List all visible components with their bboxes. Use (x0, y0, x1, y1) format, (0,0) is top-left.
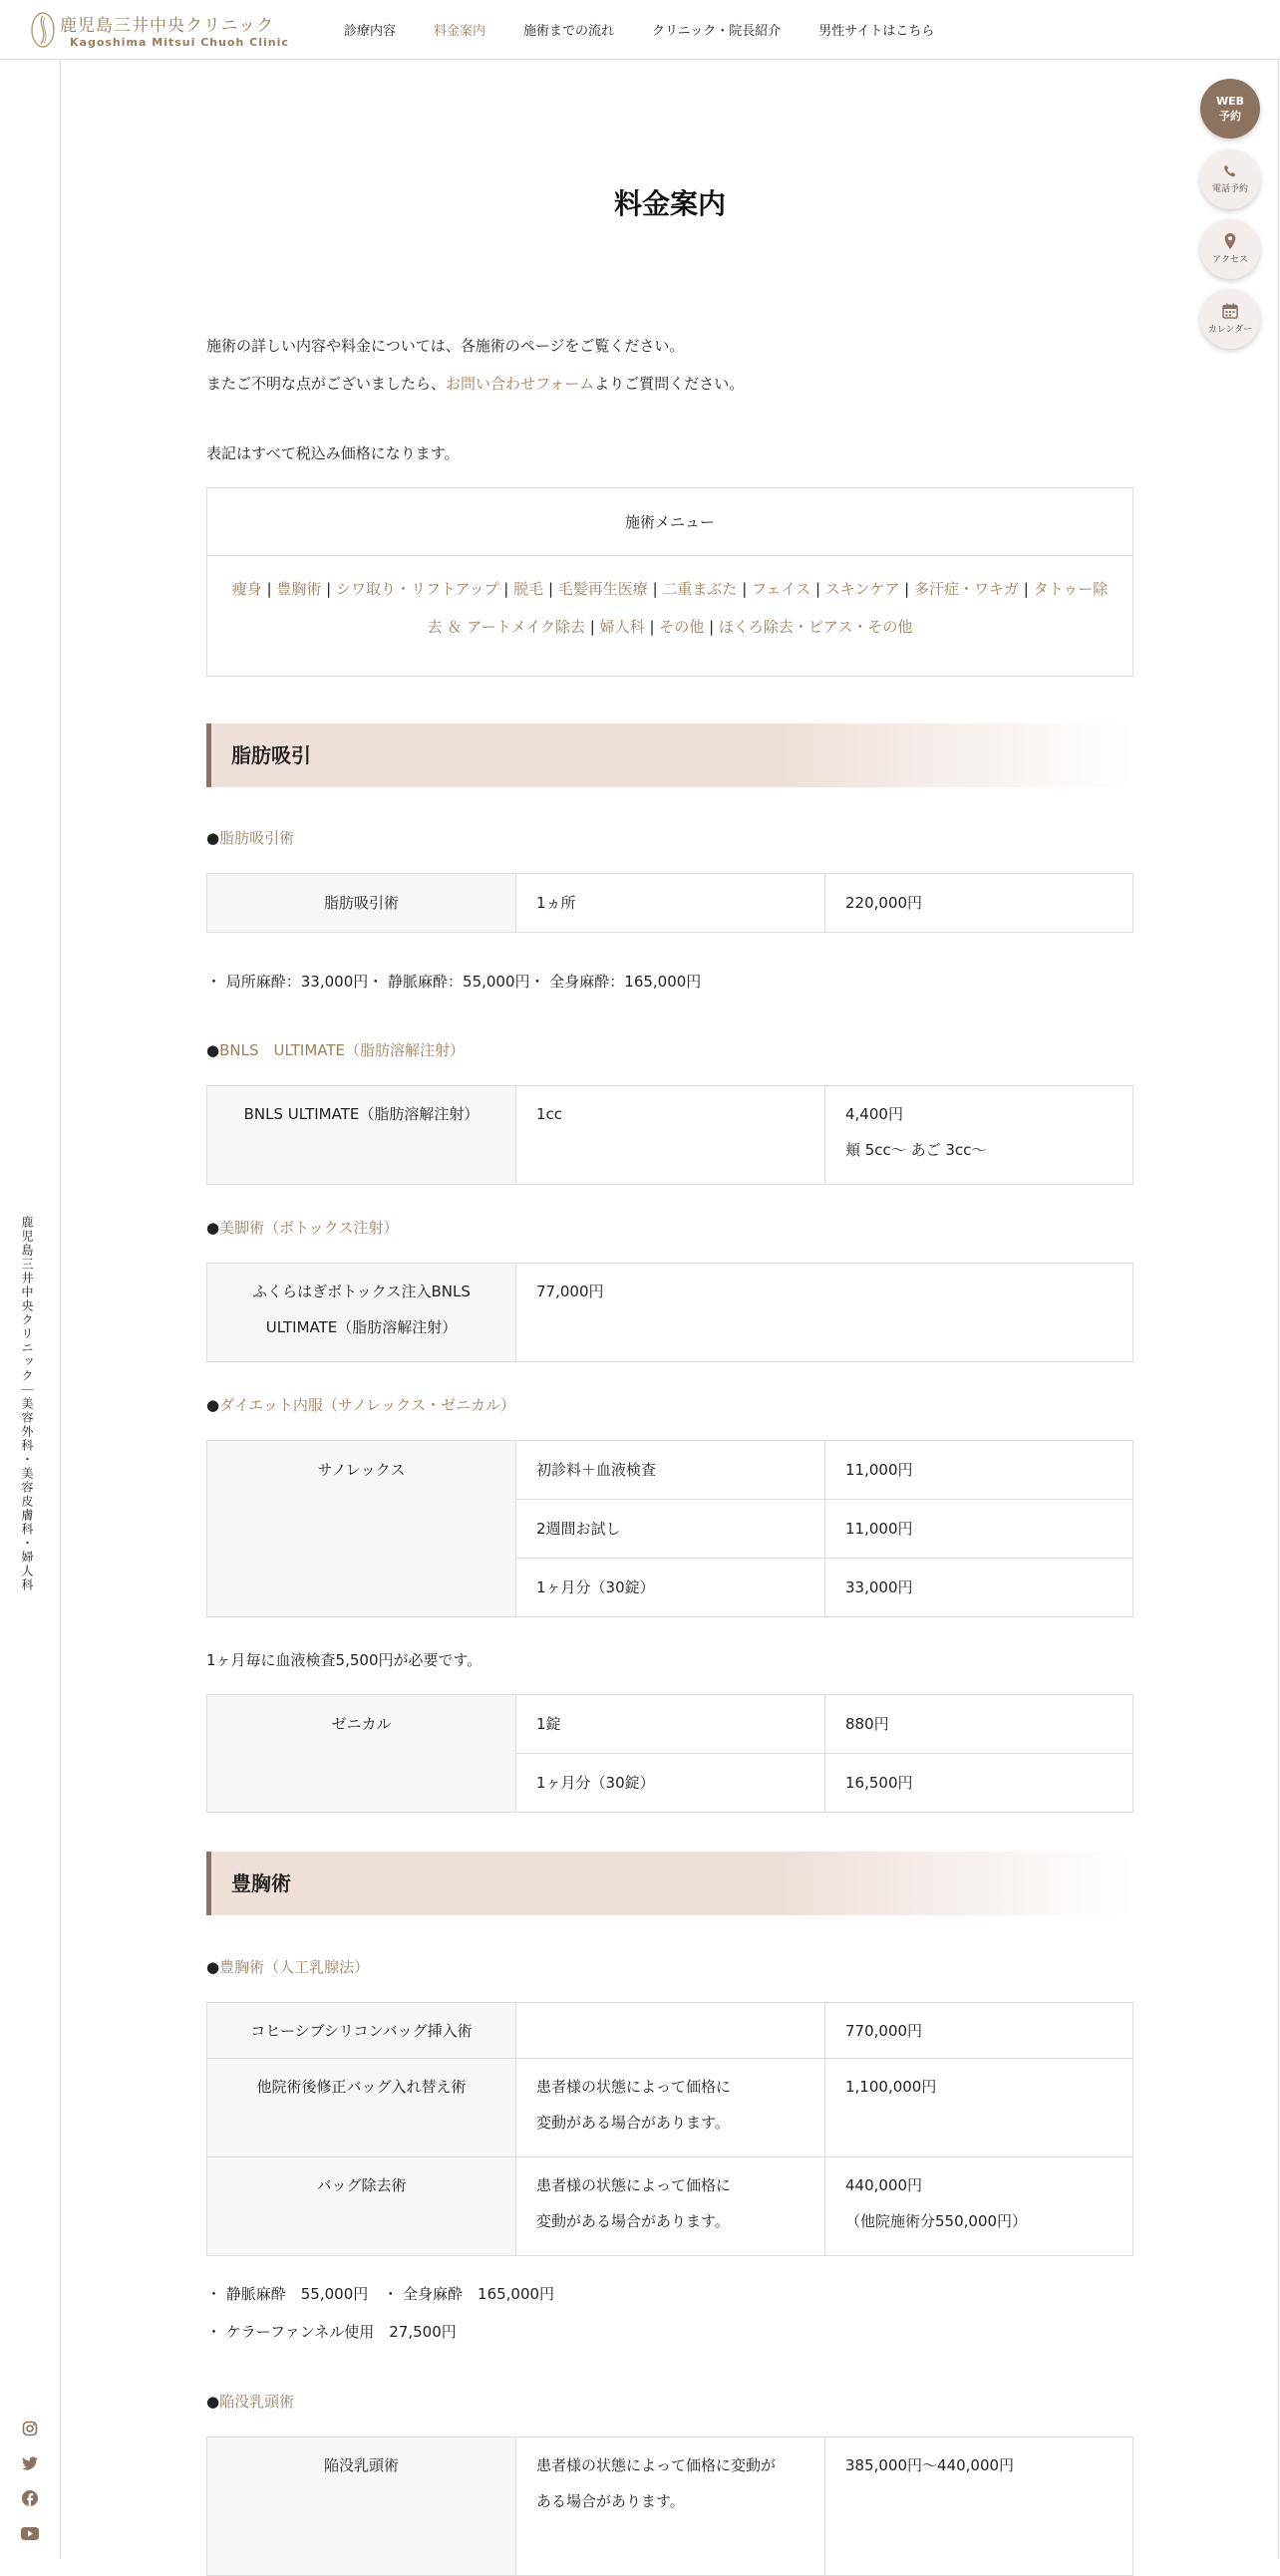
web-reservation-button[interactable] (1200, 79, 1260, 139)
instagram-icon[interactable] (20, 2419, 40, 2438)
subheading-bnls: ●BNLS ULTIMATE（脂肪溶解注射） (206, 1041, 466, 1059)
menu-link-mole-piercing[interactable]: ほくろ除去・ピアス・その他 (718, 618, 913, 636)
table-cell-name: コヒーシブシリコンバッグ挿入術 (207, 2003, 516, 2059)
subheading-breast-implant-text: 豊胸術（人工乳腺法） (219, 1958, 370, 1976)
page-title: 料金案内 (613, 187, 726, 220)
subheading-leg-botox: ●美脚術（ボトックス注射） (206, 1219, 399, 1237)
table-cell-detail: 1ヶ月分（30錠） (516, 1559, 825, 1617)
detail-line: 患者様の状態によって価格に (536, 2078, 732, 2096)
section-heading-liposuction: 脂肪吸引 (206, 723, 1133, 787)
menu-separator: | (326, 580, 332, 598)
table-row (207, 1264, 1133, 1362)
right-border (1278, 60, 1279, 2559)
breast-note-2: ・ ケラーファンネル使用 27,500円 (206, 2323, 457, 2341)
price-table-liposuction (206, 873, 1133, 933)
table-cell-name: サノレックス (207, 1441, 516, 1617)
table-cell-price: 770,000円 (825, 2003, 1133, 2059)
price-table-sanorex (206, 1440, 1133, 1617)
table-cell-detail (516, 2437, 825, 2576)
calendar-label: カレンダー (1207, 325, 1253, 335)
site-header (0, 0, 1280, 60)
nav-flow[interactable]: 施術までの流れ (523, 24, 615, 39)
table-cell-name: ゼニカル (207, 1695, 516, 1813)
table-cell-name: BNLS ULTIMATE（脂肪溶解注射） (207, 1086, 516, 1185)
menu-separator: | (814, 580, 821, 598)
menu-link-gynecology[interactable]: 婦人科 (599, 618, 645, 636)
name-line: ふくらはぎボトックス注入BNLS (252, 1283, 471, 1300)
table-cell-price: 16,500円 (825, 1754, 1133, 1813)
subheading-liposuction: ●脂肪吸引術 (206, 829, 295, 847)
subheading-bnls-text: BNLS ULTIMATE（脂肪溶解注射） (219, 1041, 466, 1059)
menu-link-tattoo-removal[interactable]: タトゥー除去 ＆ アートメイク除去 (427, 580, 1109, 636)
menu-link-hyperhidrosis[interactable]: 多汗症・ワキガ (913, 580, 1019, 598)
menu-separator: | (266, 580, 272, 598)
phone-icon (1223, 164, 1237, 178)
logo[interactable] (30, 10, 289, 50)
access-button[interactable] (1200, 219, 1260, 279)
table-cell-detail: 1ヵ所 (516, 874, 825, 933)
table-cell-detail: 初診料＋血液検査 (516, 1441, 825, 1500)
menu-separator: | (904, 580, 910, 598)
subheading-leg-botox-text: 美脚術（ボトックス注射） (219, 1219, 399, 1237)
web-reservation-label-1: WEB (1215, 95, 1245, 108)
logo-name-en: Kagoshima Mitsui Chuoh Clinic (70, 36, 289, 49)
youtube-icon[interactable] (20, 2523, 40, 2543)
table-row (207, 1695, 1133, 1754)
table-cell-name: 脂肪吸引術 (207, 874, 516, 933)
contact-form-link[interactable]: お問い合わせフォーム (446, 375, 595, 393)
table-cell-detail (516, 2157, 825, 2256)
price-line: （他院施術分550,000円） (845, 2212, 1028, 2230)
phone-reservation-label: 電話予約 (1211, 184, 1248, 194)
menu-link-other[interactable]: その他 (659, 618, 705, 636)
map-pin-icon (1223, 233, 1237, 249)
treatment-menu (206, 487, 1133, 677)
blood-test-note: 1ヶ月毎に血液検査5,500円が必要です。 (206, 1651, 482, 1669)
nav-pricing[interactable]: 料金案内 (434, 24, 486, 39)
table-cell-price: 385,000円～440,000円 (825, 2437, 1133, 2576)
anesthesia-note: ・ 局所麻酔：33,000円・ 静脈麻酔：55,000円・ 全身麻酔：165,000円 (206, 973, 702, 991)
price-table-leg-botox (206, 1263, 1133, 1362)
table-row (207, 2437, 1133, 2576)
phone-reservation-button[interactable] (1200, 149, 1260, 209)
menu-link-wrinkle-lift[interactable]: シワ取り・リフトアップ (336, 580, 499, 598)
access-label: アクセス (1212, 255, 1248, 265)
table-cell-price: 880円 (825, 1695, 1133, 1754)
calendar-icon (1222, 303, 1238, 319)
price-line: 440,000円 (845, 2176, 923, 2194)
logo-name-jp: 鹿児島三井中央クリニック (60, 16, 274, 36)
menu-separator: | (503, 580, 509, 598)
subheading-liposuction-text: 脂肪吸引術 (219, 829, 295, 847)
table-cell-price: 11,000円 (825, 1441, 1133, 1500)
table-cell-name: 陥没乳頭術 (207, 2437, 516, 2576)
price-table-breast (206, 2002, 1133, 2256)
table-cell-detail: 1ヶ月分（30錠） (516, 1754, 825, 1813)
table-cell-detail: 1cc (516, 1086, 825, 1185)
main-nav (344, 20, 972, 39)
intro-text-2-post: よりご質問ください。 (594, 375, 745, 393)
left-sidebar (0, 60, 61, 2559)
menu-separator: | (547, 580, 553, 598)
table-row (207, 1086, 1133, 1185)
breast-note-1: ・ 静脈麻酔 55,000円 ・ 全身麻酔 165,000円 (206, 2285, 555, 2303)
menu-link-skincare[interactable]: スキンケア (824, 580, 900, 598)
facebook-icon[interactable] (20, 2488, 40, 2508)
subheading-diet-pills: ●ダイエット内服（サノレックス・ゼニカル） (206, 1396, 515, 1414)
price-line: 頬 5cc～ あご 3cc～ (845, 1141, 987, 1159)
table-cell-detail: 2週間お試し (516, 1500, 825, 1559)
tax-note: 表記はすべて税込み価格になります。 (206, 444, 460, 462)
web-reservation-label-2: 予約 (1219, 110, 1241, 123)
subheading-inverted-nipple-text: 陥没乳頭術 (219, 2393, 295, 2411)
subheading-diet-pills-text: ダイエット内服（サノレックス・ゼニカル） (219, 1396, 515, 1414)
table-row (207, 2059, 1133, 2157)
table-cell-name (207, 1264, 516, 1362)
table-cell-price (825, 2157, 1133, 2256)
name-line: ULTIMATE（脂肪溶解注射） (265, 1318, 458, 1336)
menu-link-hair-removal[interactable]: 脱毛 (513, 580, 544, 598)
menu-link-breast[interactable]: 豊胸術 (276, 580, 322, 598)
detail-line: ある場合があります。 (536, 2492, 685, 2510)
nav-treatments[interactable]: 診療内容 (344, 24, 397, 39)
detail-line: 患者様の状態によって価格に変動が (536, 2456, 777, 2474)
table-row (207, 1441, 1133, 1500)
treatment-menu-links (207, 556, 1132, 646)
intro-text-1: 施術の詳しい内容や料金については、各施術のページをご覧ください。 (206, 337, 685, 355)
detail-line: 患者様の状態によって価格に (536, 2176, 732, 2194)
menu-link-face[interactable]: フェイス (752, 580, 811, 598)
price-table-bnls (206, 1085, 1133, 1185)
menu-link-hair-regeneration[interactable]: 毛髪再生医療 (557, 580, 648, 598)
table-cell-price: 1,100,000円 (825, 2059, 1133, 2157)
nav-mens-site[interactable]: 男性サイトはこちら (818, 24, 935, 39)
section-heading-breast: 豊胸術 (206, 1852, 1133, 1915)
intro-text-2 (206, 373, 744, 394)
subheading-inverted-nipple: ●陥没乳頭術 (206, 2393, 295, 2411)
menu-link-slimming[interactable]: 痩身 (231, 580, 262, 598)
table-row (207, 2003, 1133, 2059)
detail-line: 変動がある場合があります。 (536, 2212, 730, 2230)
table-cell-price (825, 1086, 1133, 1185)
price-table-inverted-nipple (206, 2436, 1133, 2576)
subheading-breast-implant: ●豊胸術（人工乳腺法） (206, 1958, 370, 1976)
logo-mark-icon (30, 10, 56, 50)
table-cell-price: 11,000円 (825, 1500, 1133, 1559)
menu-separator: | (652, 580, 658, 598)
menu-link-double-eyelid[interactable]: 二重まぶた (662, 580, 738, 598)
detail-line: 変動がある場合があります。 (536, 2114, 730, 2132)
table-cell-detail (516, 2003, 825, 2059)
table-cell-detail (516, 2059, 825, 2157)
menu-separator: | (589, 618, 595, 636)
table-cell-price: 33,000円 (825, 1559, 1133, 1617)
menu-separator: | (1023, 580, 1029, 598)
table-cell-detail: 1錠 (516, 1695, 825, 1754)
treatment-menu-heading: 施術メニュー (207, 488, 1132, 556)
twitter-icon[interactable] (20, 2453, 40, 2473)
table-row (207, 2157, 1133, 2256)
price-table-xenical (206, 1694, 1133, 1813)
table-cell-name: バッグ除去術 (207, 2157, 516, 2256)
menu-separator: | (649, 618, 655, 636)
menu-separator: | (709, 618, 715, 636)
price-line: 4,400円 (845, 1105, 903, 1123)
table-cell-detail: 77,000円 (516, 1264, 1133, 1362)
nav-clinic[interactable]: クリニック・院長紹介 (652, 24, 782, 39)
calendar-button[interactable] (1200, 289, 1260, 349)
vertical-site-name: 鹿児島三井中央クリニック｜美容外科・美容皮膚科・婦人科 (20, 1216, 34, 1592)
table-row (207, 874, 1133, 933)
intro-text-2-pre: またご不明な点がございましたら、 (206, 375, 447, 393)
table-cell-price: 220,000円 (825, 874, 1133, 933)
table-cell-name: 他院術後修正バッグ入れ替え術 (207, 2059, 516, 2157)
menu-separator: | (742, 580, 748, 598)
